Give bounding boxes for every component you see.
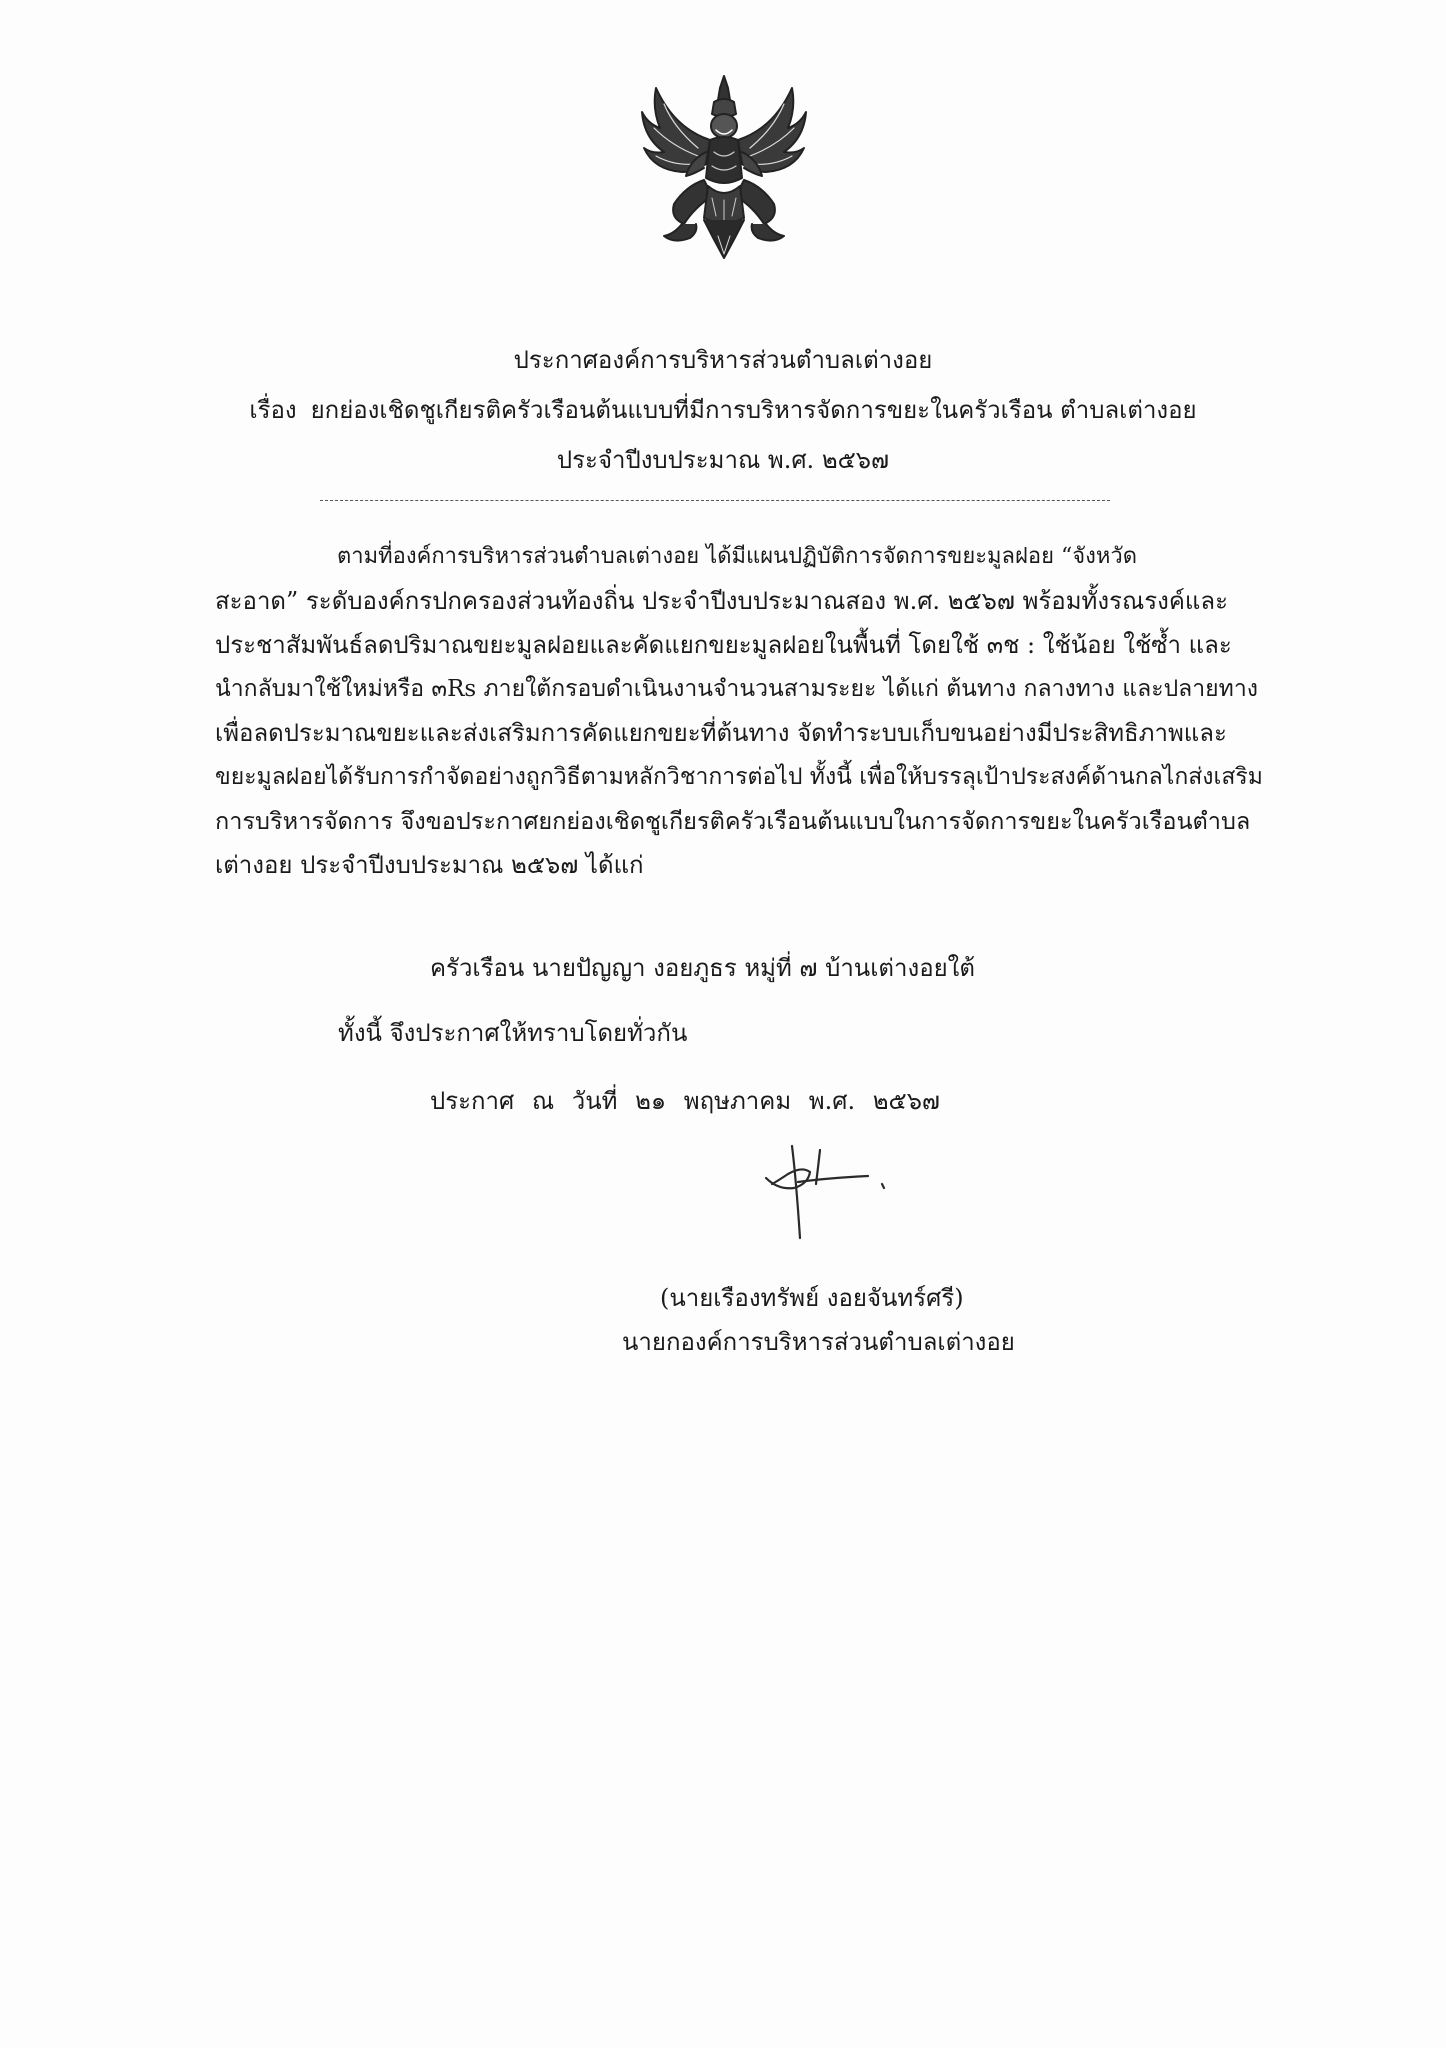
- body-line: นำกลับมาใช้ใหม่หรือ ๓Rs ภายใต้กรอบดำเนินงานจำนวนสามระยะ ได้แก่ ต้นทาง กลางทาง และปลายทาง: [215, 676, 1258, 702]
- body-line: สะอาด” ระดับองค์กรปกครองส่วนท้องถิ่น ประจำปีงบประมาณสอง พ.ศ. ๒๕๖๗ พร้อมทั้งรณรงค์และ: [215, 587, 1228, 615]
- body-line: ประชาสัมพันธ์ลดปริมาณขยะมูลฝอยและคัดแยกขยะมูลฝอยในพื้นที่ โดยใช้ ๓ช : ใช้น้อย ใช้ซ้ำ และ: [215, 631, 1232, 659]
- garuda-emblem-icon: [634, 68, 814, 268]
- signer-position: นายกองค์การบริหารส่วนตำบลเต่างอย: [622, 1328, 1015, 1356]
- recipient-household: ครัวเรือน นายปัญญา งอยภูธร หมู่ที่ ๗ บ้านเต่างอยใต้: [430, 954, 975, 982]
- title-divider: [320, 500, 1110, 501]
- body-line: ขยะมูลฝอยได้รับการกำจัดอย่างถูกวิธีตามหลักวิชาการต่อไป ทั้งนี้ เพื่อให้บรรลุเป้าประสงค์ด้านกลไกส่งเสริม: [215, 764, 1263, 790]
- closing-statement: ทั้งนี้ จึงประกาศให้ทราบโดยทั่วกัน: [338, 1019, 688, 1047]
- body-line: เต่างอย ประจำปีงบประมาณ ๒๕๖๗ ได้แก่: [215, 851, 644, 879]
- body-paragraph: [215, 535, 1267, 887]
- announcement-date: ประกาศ ณ วันที่ ๒๑ พฤษภาคม พ.ศ. ๒๕๖๗: [430, 1087, 940, 1115]
- subject-label: เรื่อง: [249, 396, 297, 424]
- fiscal-year-line: ประจำปีงบประมาณ พ.ศ. ๒๕๖๗: [556, 446, 890, 474]
- signer-name: (นายเรืองทรัพย์ งอยจันทร์ศรี): [660, 1284, 964, 1312]
- announcement-title: ประกาศองค์การบริหารส่วนตำบลเต่างอย: [513, 346, 933, 374]
- body-line: ตามที่องค์การบริหารส่วนตำบลเต่างอย ได้มีแผนปฏิบัติการจัดการขยะมูลฝอย “จังหวัด: [337, 544, 1138, 569]
- announcement-header: [0, 335, 1446, 485]
- body-line: การบริหารจัดการ จึงขอประกาศยกย่องเชิดชูเกียรติครัวเรือนต้นแบบในการจัดการขยะในครัวเรือนตำบล: [215, 807, 1251, 835]
- signature-icon: [758, 1138, 898, 1248]
- subject-text: ยกย่องเชิดชูเกียรติครัวเรือนต้นแบบที่มีการบริหารจัดการขยะในครัวเรือน ตำบลเต่างอย: [310, 396, 1197, 424]
- subject-line: [0, 385, 1446, 435]
- body-line: เพื่อลดประมาณขยะและส่งเสริมการคัดแยกขยะที่ต้นทาง จัดทำระบบเก็บขนอย่างมีประสิทธิภาพและ: [215, 719, 1227, 747]
